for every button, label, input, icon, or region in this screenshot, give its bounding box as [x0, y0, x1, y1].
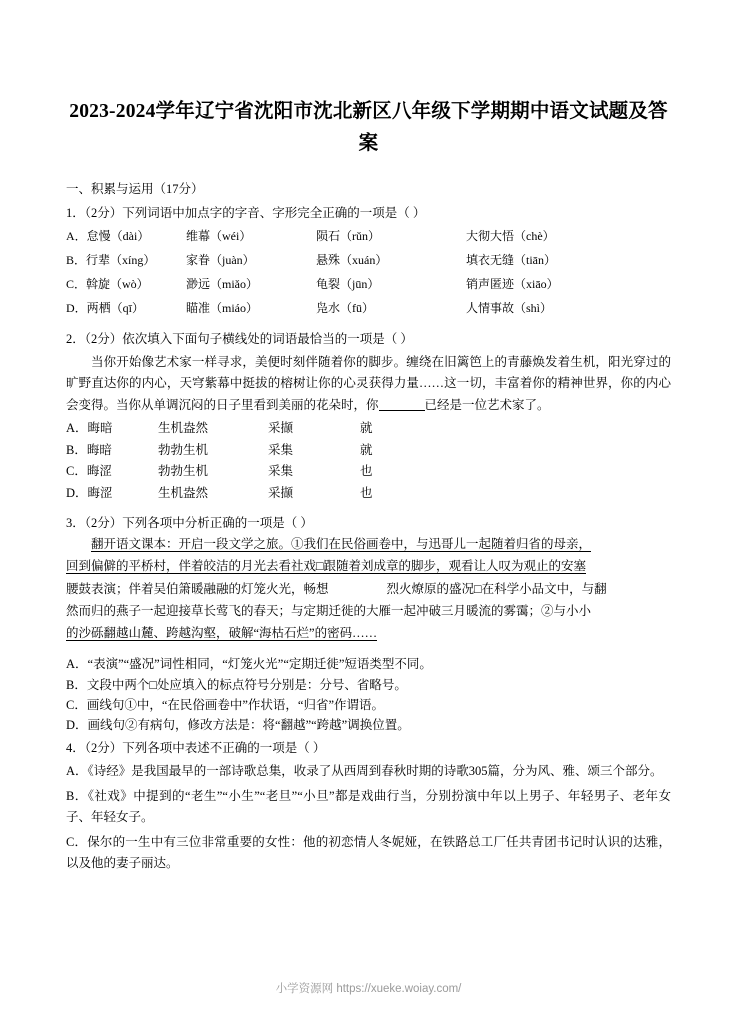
footer-brand: 小学资源网	[275, 983, 334, 995]
footer-url[interactable]: https://xueke.woiay.com/	[336, 983, 462, 995]
q2-option-b-item4: 就	[360, 442, 373, 457]
q2-passage-part2: 已经是一位艺术家了。	[424, 397, 550, 412]
q2-option-b-item3: 采集	[268, 442, 294, 457]
q1-option-d-item3: 凫水（fū）	[316, 300, 374, 315]
q2-option-c-label: C．晦涩	[66, 464, 112, 479]
question-4-stem: 4．（2分）下列各项中表述不正确的一项是（ ）	[66, 741, 326, 756]
q1-option-d-item2: 瞄准（miáo）	[186, 300, 258, 315]
q3-passage-line-2: 回到偏僻的平桥村，伴着皎洁的月光去看社戏□跟随着刘成章的脚步，观看让人叹为观止的安塞	[66, 559, 587, 574]
q2-option-b-item2: 勃勃生机	[158, 442, 209, 457]
q1-option-c-item2: 渺远（miǎo）	[186, 276, 258, 291]
q2-option-c-item4: 也	[360, 464, 373, 479]
q1-option-c-item4: 销声匿迹（xiāo）	[466, 276, 559, 291]
q2-option-d-label: D．晦涩	[66, 485, 113, 500]
q3-passage-line-3: 腰鼓表演；伴着吴伯箫暖融融的灯笼火光，畅想 烈火燎原的盛况□在科学小品文中，与翻	[66, 581, 607, 596]
q2-option-d-item2: 生机盎然	[158, 485, 209, 500]
section-heading-1: 一、积累与运用（17分）	[66, 182, 204, 197]
q2-option-a-item2: 生机盎然	[158, 421, 209, 436]
q3-passage-line-4: 然而归的燕子一起迎接草长莺飞的春天；与定期迁徙的大雁一起冲破三月暖流的雾霭；②与小小	[66, 603, 592, 618]
q1-option-b-label: B．行辈（xíng）	[66, 252, 156, 267]
q1-option-b-item4: 填衣无缝（tiān）	[466, 252, 556, 267]
q1-option-d-item4: 人情事故（shì）	[466, 300, 553, 315]
question-2-stem: 2．（2分）依次填入下面句子横线处的词语最恰当的一项是（ ）	[66, 331, 413, 346]
question-1-stem: 1．（2分）下列词语中加点字的字音、字形完全正确的一项是（ ）	[66, 205, 426, 220]
q2-blank	[379, 410, 425, 411]
question-3-passage	[66, 533, 671, 644]
q1-option-a-item4: 大彻大悟（chè）	[466, 228, 555, 243]
q3-passage-line-1: 翻开语文课本：开启一段文学之旅。①我们在民俗画卷中，与迅哥儿一起随着归省的母亲，	[91, 537, 592, 552]
q3-option-d: D．画线句②有病句，修改方法是：将“翻越”“跨越”调换位置。	[66, 718, 410, 733]
question-2-options	[66, 418, 671, 504]
page-title: 2023-2024学年辽宁省沈阳市沈北新区八年级下学期期中语文试题及答案	[69, 101, 668, 155]
q1-option-c-label: C．斡旋（wò）	[66, 276, 149, 291]
question-2-passage	[66, 352, 671, 417]
q2-option-a-item3: 采撷	[268, 421, 294, 436]
question-3-stem: 3．（2分）下列各项中分析正确的一项是（ ）	[66, 516, 313, 531]
q1-option-a-item2: 维幕（wéi）	[186, 228, 252, 243]
q2-option-a-item4: 就	[360, 421, 373, 436]
q1-option-a-label: A．怠慢（dài）	[66, 228, 150, 243]
q4-option-a: A．《诗经》是我国最早的一部诗歌总集，收录了从西周到春秋时期的诗歌305篇，分为风、雅、颂三个部分。	[66, 764, 663, 779]
q2-option-a-label: A．晦暗	[66, 421, 113, 436]
q4-option-b: B．《社戏》中提到的“老生”“小生”“老旦”“小旦”都是戏曲行当，分别扮演中年以上男子、年轻男子、老年女子、年轻女子。	[66, 788, 671, 825]
q1-option-b-item3: 悬殊（xuán）	[316, 252, 388, 267]
q1-option-d-label: D．两栖（qī）	[66, 300, 145, 315]
footer-watermark	[0, 980, 737, 996]
q3-option-a: A．“表演”“盛况”词性相同，“灯笼火光”“定期迁徙”短语类型不同。	[66, 657, 432, 672]
q3-option-c: C．画线句①中，“在民俗画卷中”作状语，“归省”作谓语。	[66, 697, 385, 712]
q1-option-c-item3: 龟裂（jūn）	[316, 276, 380, 291]
q2-option-d-item4: 也	[360, 485, 373, 500]
question-1-options	[66, 224, 671, 320]
q3-option-b: B．文段中两个□处应填入的标点符号分别是：分号、省略号。	[66, 677, 407, 692]
q2-option-d-item3: 采撷	[268, 485, 294, 500]
q3-passage-line-5: 的沙砾翻越山麓、跨越沟壑，破解“海枯石烂”的密码……	[66, 626, 378, 641]
q2-option-b-label: B．晦暗	[66, 442, 112, 457]
q1-option-a-item3: 陨石（rǔn）	[316, 228, 380, 243]
q2-passage-part1: 当你开始像艺术家一样寻求，美便时刻伴随着你的脚步。缠绕在旧篱笆上的青藤焕发着生机，阳光穿过的旷野直达你的内心，天穹紫幕中挺拔的榕树让你的心灵获得力量……这一切，丰富着你的精神世界，你的内心会变得。当你从单调沉闷的日子里看到美丽的花朵时，你	[66, 354, 671, 412]
q2-option-c-item2: 勃勃生机	[158, 464, 209, 479]
q4-option-c: C．保尔的一生中有三位非常重要的女性：他的初恋情人冬妮娅，在铁路总工厂任共青团书记时认识的达雅，以及他的妻子丽达。	[66, 834, 671, 871]
q1-option-b-item2: 家眷（juàn）	[186, 252, 255, 267]
q2-option-c-item3: 采集	[268, 464, 294, 479]
